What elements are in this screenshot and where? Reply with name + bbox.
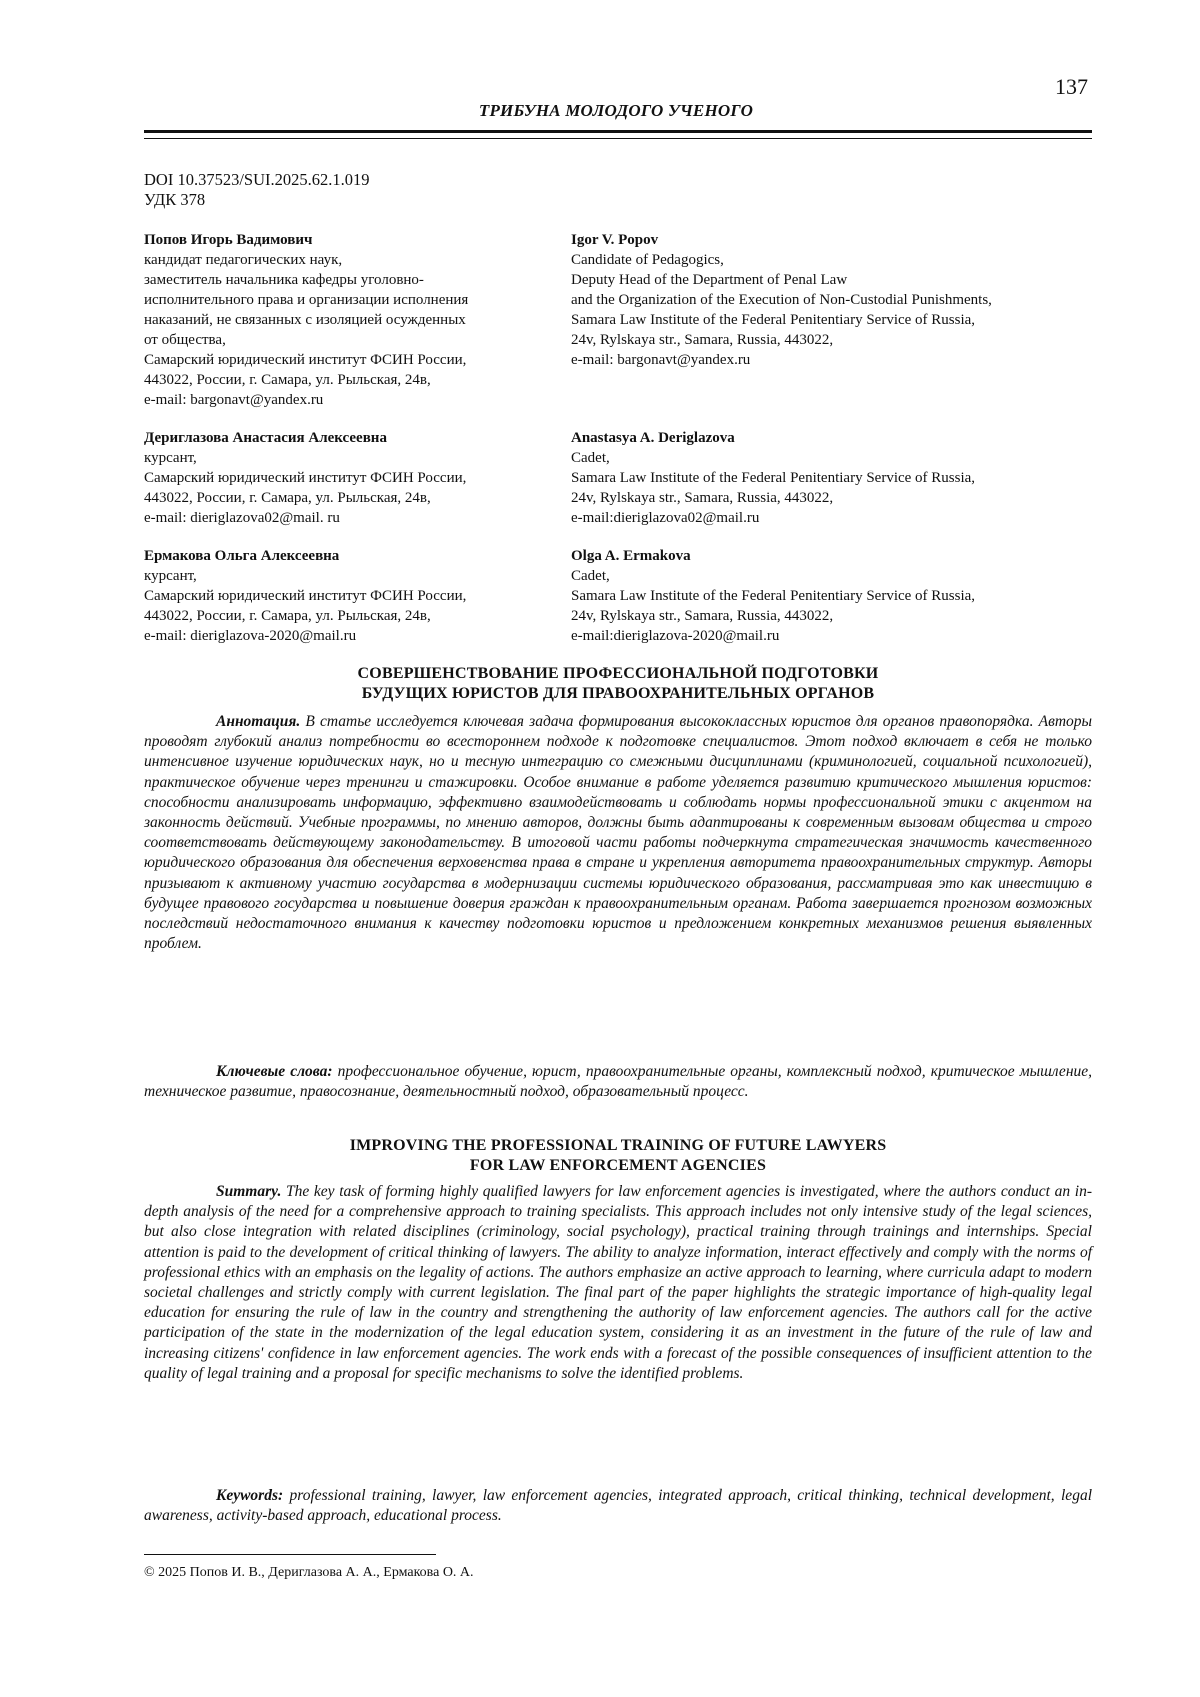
author-name: Olga A. Ermakova — [571, 546, 1091, 566]
summary-label: Summary. — [216, 1183, 281, 1200]
article-title-en — [144, 1136, 1092, 1176]
author-line: 24v, Rylskaya str., Samara, Russia, 443022, — [571, 606, 1091, 626]
author-line: кандидат педагогических наук, — [144, 250, 544, 270]
author-line: Самарский юридический институт ФСИН России, — [144, 586, 544, 606]
author-line: от общества, — [144, 330, 544, 350]
title-line: СОВЕРШЕНСТВОВАНИЕ ПРОФЕССИОНАЛЬНОЙ ПОДГОТОВКИ — [144, 664, 1092, 684]
author-email: e-mail: bargonavt@yandex.ru — [144, 390, 544, 410]
author-line: Deputy Head of the Department of Penal Law — [571, 270, 1091, 290]
title-line: FOR LAW ENFORCEMENT AGENCIES — [144, 1156, 1092, 1176]
abstract-text: В статье исследуется ключевая задача формирования высококлассных юристов для органов правопорядка. Авторы проводят глубокий анализ потребности во всестороннем подходе к подготовке специалистов. Этот подход включает в себя не только интенсивное изучение юридических наук, но и тесную интеграцию со смежными дисциплинами (криминологией, социальной психологией), практическое обучение через тренинги и стажировки. Особое внимание в работе уделяется развитию критического мышления юристов: способности анализировать информацию, эффективно взаимодействовать и соблюдать нормы профессиональной этики с акцентом на законность действий. Учебные программы, по мнению авторов, должны быть адаптированы к современным вызовам общества и строго соответствовать действующему законодательству. В итоговой части работы подчеркнута стратегическая значимость качественного юридического образования для обеспечения верховенства права в стране и укрепления авторитета правоохранительных структур. Авторы призывают к активному участию государства в модернизации системы юридического образования, рассматривая это как инвестицию в будущее правового государства и повышение доверия граждан к правоохранительным органам. Работа завершается прогнозом возможных последствий недостаточного внимания к качеству подготовки юристов и предложением конкретных механизмов решения выявленных проблем. — [144, 713, 1092, 952]
header-rule-thick — [144, 130, 1092, 133]
author-name: Ермакова Ольга Алексеевна — [144, 546, 544, 566]
summary-en — [144, 1182, 1092, 1384]
author-name: Anastasya A. Deriglazova — [571, 428, 1091, 448]
author-3-ru — [144, 546, 544, 646]
journal-section-title: ТРИБУНА МОЛОДОГО УЧЕНОГО — [144, 101, 1088, 121]
article-identifiers — [144, 170, 370, 210]
keywords-label: Ключевые слова: — [216, 1063, 333, 1080]
author-email: e-mail:dieriglazova02@mail.ru — [571, 508, 1091, 528]
author-1-ru — [144, 230, 544, 410]
author-name: Дериглазова Анастасия Алексеевна — [144, 428, 544, 448]
keywords-en — [144, 1486, 1092, 1526]
author-line: Самарский юридический институт ФСИН России, — [144, 468, 544, 488]
author-line: Самарский юридический институт ФСИН России, — [144, 350, 544, 370]
author-line: 443022, России, г. Самара, ул. Рыльская, 24в, — [144, 606, 544, 626]
author-line: Cadet, — [571, 566, 1091, 586]
author-line: заместитель начальника кафедры уголовно- — [144, 270, 544, 290]
keywords-text: профессиональное обучение, юрист, правоохранительные органы, комплексный подход, критическое мышление, техническое развитие, правосознание, деятельностный подход, образовательный процесс. — [144, 1063, 1092, 1100]
author-line: 443022, России, г. Самара, ул. Рыльская, 24в, — [144, 370, 544, 390]
author-line: курсант, — [144, 448, 544, 468]
author-name: Попов Игорь Вадимович — [144, 230, 544, 250]
title-line: БУДУЩИХ ЮРИСТОВ ДЛЯ ПРАВООХРАНИТЕЛЬНЫХ ОРГАНОВ — [144, 684, 1092, 704]
author-email: e-mail: dieriglazova-2020@mail.ru — [144, 626, 544, 646]
page-number: 137 — [1055, 74, 1088, 100]
author-line: Cadet, — [571, 448, 1091, 468]
author-2-ru — [144, 428, 544, 528]
keywords-text: professional training, lawyer, law enforcement agencies, integrated approach, critical thinking, technical development, legal awareness, activity-based approach, educational process. — [144, 1487, 1092, 1524]
author-line: Samara Law Institute of the Federal Penitentiary Service of Russia, — [571, 310, 1091, 330]
doi: DOI 10.37523/SUI.2025.62.1.019 — [144, 170, 370, 190]
author-line: Candidate of Pedagogics, — [571, 250, 1091, 270]
copyright-footnote: © 2025 Попов И. В., Дериглазова А. А., Ермакова О. А. — [144, 1564, 474, 1582]
keywords-label: Keywords: — [216, 1487, 283, 1504]
abstract-ru — [144, 712, 1092, 954]
author-line: исполнительного права и организации исполнения — [144, 290, 544, 310]
author-line: наказаний, не связанных с изоляцией осужденных — [144, 310, 544, 330]
summary-text: The key task of forming highly qualified lawyers for law enforcement agencies is investigated, where the authors conduct an in-depth analysis of the need for a comprehensive approach to training specialists. This approach includes not only intensive study of the legal sciences, but also close integration with related disciplines (criminology, social psychology), practical training through trainings and internships. Special attention is paid to the development of critical thinking of lawyers. The ability to analyze information, interact effectively and comply with the norms of professional ethics with an emphasis on the legality of actions. The authors emphasize an active approach to learning, where curricula adapt to modern societal challenges and strictly comply with current legislation. The final part of the paper highlights the strategic importance of high-quality legal education for ensuring the rule of law in the country and strengthening the authority of law enforcement agencies. The authors call for the active participation of the state in the modernization of the legal education system, considering it as an investment in the future of the rule of law and increasing citizens' confidence in law enforcement agencies. The work ends with a forecast of the possible consequences of insufficient attention to the quality of legal training and a proposal for specific mechanisms to solve the identified problems. — [144, 1183, 1092, 1382]
abstract-label: Аннотация. — [216, 713, 300, 730]
author-email: e-mail:dieriglazova-2020@mail.ru — [571, 626, 1091, 646]
author-line: 24v, Rylskaya str., Samara, Russia, 443022, — [571, 330, 1091, 350]
author-email: e-mail: bargonavt@yandex.ru — [571, 350, 1091, 370]
author-line: курсант, — [144, 566, 544, 586]
udc: УДК 378 — [144, 190, 370, 210]
author-email: e-mail: dieriglazova02@mail. ru — [144, 508, 544, 528]
footnote-rule — [144, 1554, 436, 1555]
author-line: Samara Law Institute of the Federal Penitentiary Service of Russia, — [571, 586, 1091, 606]
author-2-en — [571, 428, 1091, 528]
header-rule-thin — [144, 138, 1092, 139]
author-3-en — [571, 546, 1091, 646]
keywords-ru — [144, 1062, 1092, 1102]
author-line: 443022, России, г. Самара, ул. Рыльская, 24в, — [144, 488, 544, 508]
author-line: 24v, Rylskaya str., Samara, Russia, 443022, — [571, 488, 1091, 508]
author-line: and the Organization of the Execution of Non-Custodial Punishments, — [571, 290, 1091, 310]
author-1-en — [571, 230, 1091, 370]
author-line: Samara Law Institute of the Federal Penitentiary Service of Russia, — [571, 468, 1091, 488]
title-line: IMPROVING THE PROFESSIONAL TRAINING OF FUTURE LAWYERS — [144, 1136, 1092, 1156]
article-title-ru — [144, 664, 1092, 704]
author-name: Igor V. Popov — [571, 230, 1091, 250]
